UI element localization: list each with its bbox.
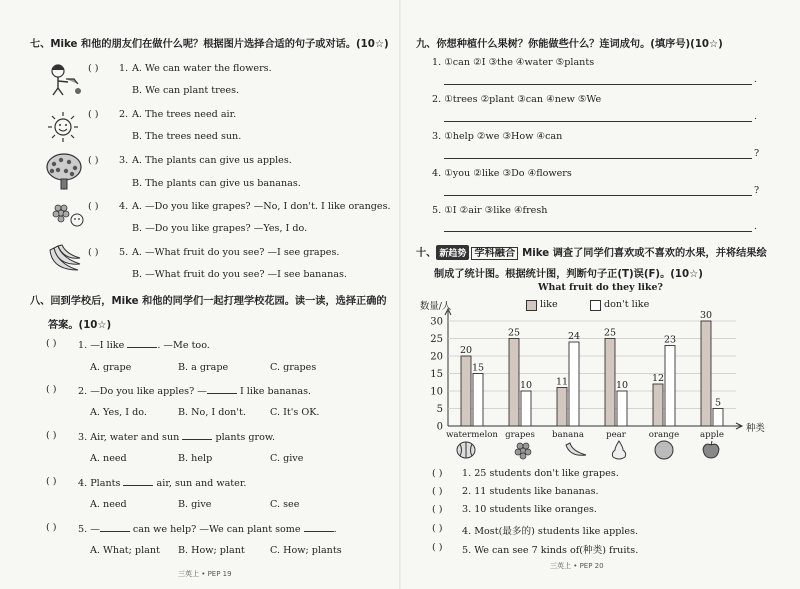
bar-pear-dont-like xyxy=(617,391,627,426)
data-label-orange-dont-like: 23 xyxy=(663,334,677,346)
right-page-footer: 三英上 • PEP 20 xyxy=(550,562,604,570)
s8-q4-option-b: B. give xyxy=(178,499,212,510)
s8-q5-blank-2[interactable] xyxy=(304,522,334,532)
chart-x-axis-label: 种类 xyxy=(746,423,765,434)
y-tick-label-30: 30 xyxy=(430,316,443,328)
s8-q5-text-pre: 5. — xyxy=(78,524,100,535)
s8-q4-question xyxy=(78,476,246,489)
subject-fusion-badge: 学科融合 xyxy=(471,247,518,260)
s10-q3-text: 3. 10 students like oranges. xyxy=(462,504,597,515)
data-label-pear-like: 25 xyxy=(603,327,617,339)
bar-orange-dont-like xyxy=(665,346,675,427)
s10-q5-paren[interactable]: ( ) xyxy=(432,542,443,553)
bananas-picture xyxy=(46,244,84,278)
s10-q1-paren[interactable]: ( ) xyxy=(432,468,443,479)
pear-icon xyxy=(609,439,629,461)
fruit-tree-picture xyxy=(44,152,84,190)
s8-q2-text-post: I like bananas. xyxy=(239,386,312,397)
data-label-banana-dont-like: 24 xyxy=(567,331,581,342)
s10-q4-text: 4. Most(最多的) students like apples. xyxy=(462,526,639,537)
data-label-orange-like: 12 xyxy=(651,373,665,384)
s8-q2-option-b: B. No, I don't. xyxy=(178,407,246,418)
sun-picture xyxy=(46,110,80,144)
s8-q1-option-c: C. grapes xyxy=(270,362,317,373)
bar-grapes-like xyxy=(509,339,519,427)
s7-q2-option-b: B. The trees need sun. xyxy=(132,131,242,142)
s10-q3-paren[interactable]: ( ) xyxy=(432,504,443,515)
s8-q1-option-a: A. grape xyxy=(90,362,132,373)
s8-q5-text-post: . xyxy=(333,524,337,535)
legend-label-like: like xyxy=(540,299,558,310)
orange-icon xyxy=(654,440,674,460)
s7-q2-number: 2. xyxy=(119,109,129,120)
left-page-footer: 三英上 • PEP 19 xyxy=(178,570,232,578)
watermelon-icon xyxy=(456,441,476,459)
s8-q3-question xyxy=(78,430,275,443)
s8-q3-option-c: C. give xyxy=(270,453,304,464)
s8-q4-option-a: A. need xyxy=(90,499,127,510)
s8-q4-option-c: C. see xyxy=(270,499,300,510)
s7-q3-option-a: A. The plants can give us apples. xyxy=(132,155,292,166)
data-label-watermelon-like: 20 xyxy=(459,345,473,356)
s8-q3-text-pre: 3. Air, water and sun xyxy=(78,432,180,443)
s8-q2-paren[interactable]: ( ) xyxy=(46,384,57,395)
s7-q4-paren[interactable]: ( ) xyxy=(88,201,99,212)
s7-q5-option-a: A. —What fruit do you see? —I see grapes. xyxy=(132,247,340,258)
data-label-apple-dont-like: 5 xyxy=(714,397,722,409)
s7-q3-number: 3. xyxy=(119,155,129,166)
data-label-watermelon-dont-like: 15 xyxy=(471,362,485,374)
s8-q4-blank[interactable] xyxy=(123,476,153,486)
s9-q1-words: 1. ①can ②I ③the ④water ⑤plants xyxy=(432,57,595,68)
s8-q1-blank[interactable] xyxy=(127,338,157,348)
x-tick-label-grapes: grapes xyxy=(505,430,535,440)
s8-q3-option-b: B. help xyxy=(178,453,213,464)
chart-y-axis-label: 数量/人 xyxy=(420,301,452,312)
s7-q3-option-b: B. The plants can give us bananas. xyxy=(132,178,301,189)
s9-q2-end-mark: . xyxy=(754,111,758,122)
section-8-title-line1: 八、回到学校后，Mike 和他的同学们一起打理学校花园。读一读，选择正确的 xyxy=(30,296,387,307)
s8-q5-option-c: C. How; plants xyxy=(270,545,342,556)
data-label-apple-like: 30 xyxy=(699,310,713,321)
s7-q5-number: 5. xyxy=(119,247,129,258)
s9-q5-end-mark: . xyxy=(754,221,758,232)
s8-q5-paren[interactable]: ( ) xyxy=(46,522,57,533)
s9-q3-words: 3. ①help ②we ③How ④can xyxy=(432,131,563,142)
bar-apple-dont-like xyxy=(713,409,723,427)
y-tick-label-10: 10 xyxy=(430,386,443,398)
s7-q4-number: 4. xyxy=(119,201,129,212)
s8-q3-paren[interactable]: ( ) xyxy=(46,430,57,441)
bar-banana-like xyxy=(557,388,567,427)
section-10-prefix: 十、 xyxy=(416,248,437,259)
s7-q4-option-a: A. —Do you like grapes? —No, I don't. I like oranges. xyxy=(132,201,391,212)
bar-pear-like xyxy=(605,339,615,427)
new-trend-badge: 新趋势 xyxy=(436,245,469,260)
data-label-pear-dont-like: 10 xyxy=(615,380,629,391)
bar-orange-like xyxy=(653,384,663,426)
s8-q4-text-post: air, sun and water. xyxy=(156,478,247,489)
bar-banana-dont-like xyxy=(569,342,579,426)
s7-q5-paren[interactable]: ( ) xyxy=(88,247,99,258)
s8-q1-text-pre: 1. —I like xyxy=(78,340,125,351)
y-tick-label-0: 0 xyxy=(436,421,443,433)
y-tick-label-15: 15 xyxy=(430,369,443,380)
s10-q2-text: 2. 11 students like bananas. xyxy=(462,486,599,497)
y-tick-label-25: 25 xyxy=(430,334,443,345)
s8-q5-option-b: B. How; plant xyxy=(178,545,245,556)
x-tick-label-orange: orange xyxy=(648,430,680,440)
bar-grapes-dont-like xyxy=(521,391,531,426)
s10-q1-text: 1. 25 students don't like grapes. xyxy=(462,468,619,479)
y-tick-label-5: 5 xyxy=(436,404,443,415)
s8-q5-text-mid: can we help? —We can plant some xyxy=(132,524,301,535)
s7-q1-paren[interactable]: ( ) xyxy=(88,63,99,74)
s9-q4-words: 4. ①you ②like ③Do ④flowers xyxy=(432,168,572,179)
bar-chart xyxy=(400,0,800,470)
s10-q5-text: 5. We can see 7 kinds of(种类) fruits. xyxy=(462,545,639,556)
banana-icon xyxy=(564,441,588,459)
s8-q3-blank[interactable] xyxy=(182,430,212,440)
s8-q4-text-pre: 4. Plants xyxy=(78,478,121,489)
s9-q5-words: 5. ①I ②air ③like ④fresh xyxy=(432,205,548,216)
s9-q4-end-mark: ? xyxy=(754,185,760,196)
s7-q1-number: 1. xyxy=(119,63,129,74)
data-label-grapes-like: 25 xyxy=(507,327,521,339)
s8-q2-text-pre: 2. —Do you like apples? — xyxy=(78,386,207,397)
s7-q3-paren[interactable]: ( ) xyxy=(88,155,99,166)
s8-q5-option-a: A. What; plant xyxy=(90,545,160,556)
bar-watermelon-dont-like xyxy=(473,374,483,427)
apple-icon xyxy=(701,440,721,460)
data-label-banana-like: 11 xyxy=(555,376,569,388)
section-9-title: 九、你想种植什么果树？你能做些什么？连词成句。(填序号)(10☆) xyxy=(416,39,723,50)
s8-q5-question xyxy=(78,522,337,535)
s7-q2-paren[interactable]: ( ) xyxy=(88,109,99,120)
s9-q3-end-mark: ? xyxy=(754,148,760,159)
s7-q4-option-b: B. —Do you like grapes? —Yes, I do. xyxy=(132,223,308,234)
s8-q2-option-a: A. Yes, I do. xyxy=(90,407,147,418)
s7-q2-option-a: A. The trees need air. xyxy=(132,109,237,120)
s8-q4-paren[interactable]: ( ) xyxy=(46,476,57,487)
x-tick-label-pear: pear xyxy=(606,430,626,440)
bar-apple-like xyxy=(701,321,711,426)
s8-q1-text-post: . —Me too. xyxy=(157,340,210,351)
legend-label-dont-like: don't like xyxy=(604,299,650,310)
s7-q1-option-b: B. We can plant trees. xyxy=(132,85,240,96)
girl-watering-picture xyxy=(44,62,84,96)
x-tick-label-banana: banana xyxy=(552,430,584,440)
grapes-icon xyxy=(513,440,533,460)
s8-q2-question xyxy=(78,384,311,397)
section-7-title: 七、Mike 和他的朋友们在做什么呢？根据图片选择合适的句子或对话。(10☆) xyxy=(30,39,389,50)
s8-q1-question xyxy=(78,338,210,351)
s8-q1-paren[interactable]: ( ) xyxy=(46,338,57,349)
s7-q1-option-a: A. We can water the flowers. xyxy=(132,63,272,74)
s10-q4-paren[interactable]: ( ) xyxy=(432,523,443,534)
s8-q2-option-c: C. It's OK. xyxy=(270,407,320,418)
s8-q1-option-b: B. a grape xyxy=(178,362,229,373)
right-page xyxy=(400,0,800,589)
s8-q2-blank[interactable] xyxy=(207,384,237,394)
bar-watermelon-like xyxy=(461,356,471,426)
s8-q5-blank-1[interactable] xyxy=(100,522,130,532)
section-10-title-line2: 制成了统计图。根据统计图，判断句子正(T)误(F)。(10☆) xyxy=(434,269,703,280)
s8-q3-option-a: A. need xyxy=(90,453,127,464)
y-tick-label-20: 20 xyxy=(430,351,443,363)
s9-q2-words: 2. ①trees ②plant ③can ④new ⑤We xyxy=(432,94,602,105)
s7-q5-option-b: B. —What fruit do you see? —I see bananas. xyxy=(132,269,347,280)
s10-q2-paren[interactable]: ( ) xyxy=(432,486,443,497)
s9-q1-end-mark: . xyxy=(754,74,758,85)
data-label-grapes-dont-like: 10 xyxy=(519,380,533,391)
section-8-title-line2: 答案。(10☆) xyxy=(48,320,112,331)
chart-title: What fruit do they like? xyxy=(538,282,663,293)
grapes-boy-picture xyxy=(46,198,86,234)
x-tick-label-watermelon: watermelon xyxy=(446,430,498,440)
section-10-title-text: Mike 调查了同学们喜欢或不喜欢的水果，并将结果绘 xyxy=(522,248,767,259)
x-tick-label-apple: apple xyxy=(700,430,724,440)
s8-q3-text-post: plants grow. xyxy=(215,432,275,443)
